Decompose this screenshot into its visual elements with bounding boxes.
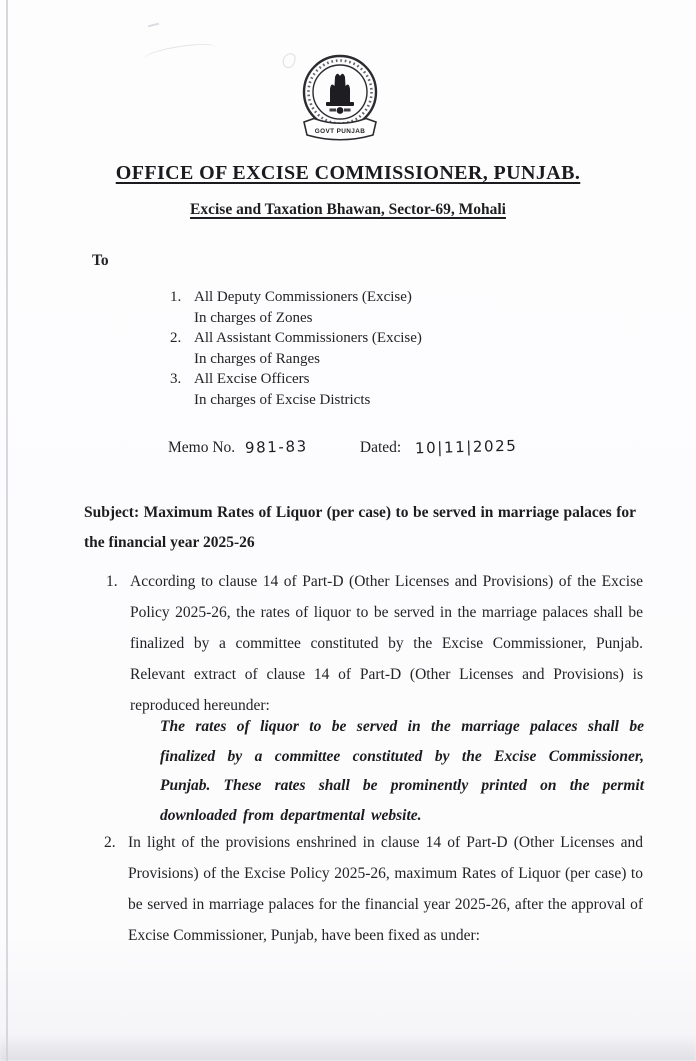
- recipient-item: [170, 369, 422, 410]
- recipient-number: 3.: [170, 371, 182, 387]
- policy-extract-quote: The rates of liquor to be served in the marriage palaces shall be finalized by a committee constituted by the Excise Commissioner, Punjab. These rates shall be prominently printed on the permit downloaded from departmental website.: [160, 718, 644, 824]
- memo-date-handwritten: 10|11|2025: [415, 436, 518, 458]
- scan-artifact-scratch: [142, 40, 217, 66]
- paragraph-number: 2.: [104, 834, 116, 851]
- scan-artifact-dash: [148, 23, 159, 28]
- ashoka-lions-icon: [326, 74, 354, 114]
- emblem-banner-text: GOVT PUNJAB: [314, 128, 366, 135]
- recipient-item: [170, 287, 422, 328]
- memo-reference-row: [168, 438, 518, 457]
- scan-edge-line: [6, 0, 8, 1061]
- paragraph-2: [104, 827, 643, 951]
- recipient-line: In charges of Zones: [194, 309, 313, 326]
- recipient-number: 2.: [170, 330, 182, 346]
- scan-shadow: [0, 1035, 696, 1061]
- memo-number-label: Memo No.: [168, 439, 236, 456]
- recipient-line: In charges of Ranges: [194, 350, 320, 367]
- recipient-number: 1.: [170, 289, 182, 305]
- memo-number-handwritten: 981-83: [244, 437, 309, 457]
- paragraph-number: 1.: [106, 573, 118, 590]
- recipient-line: All Deputy Commissioners (Excise): [194, 289, 412, 305]
- paragraph-text: According to clause 14 of Part-D (Other Licenses and Provisions) of the Excise Policy 2025-26, the rates of liquor to be served in the marriage palaces shall be finalized by a committee constituted by the Excise Commissioner, Punjab. Relevant extract of clause 14 of Part-D (Other Licenses and Provisions) is reproduced hereunder:: [130, 573, 643, 714]
- recipient-list: [170, 287, 422, 410]
- subject-line: Subject: Maximum Rates of Liquor (per case) to be served in marriage palaces for the financial year 2025-26: [84, 504, 636, 551]
- recipient-line: All Excise Officers: [194, 371, 310, 387]
- recipient-line: All Assistant Commissioners (Excise): [194, 330, 422, 346]
- punjab-govt-emblem-icon: [290, 52, 390, 150]
- dated-label: Dated:: [359, 439, 402, 456]
- paragraph-1: [106, 566, 643, 721]
- paragraph-text: In light of the provisions enshrined in clause 14 of Part-D (Other Licenses and Provisions) of the Excise Policy 2025-26, maximum Rates of Liquor (per case) to be served in marriage palaces for the financial year 2025-26, after the approval of Excise Commissioner, Punjab, have been fixed as under:: [128, 834, 643, 944]
- recipient-item: [170, 328, 422, 369]
- office-address-subtitle: Excise and Taxation Bhawan, Sector-69, Mohali: [190, 201, 506, 218]
- page-title: OFFICE OF EXCISE COMMISSIONER, PUNJAB.: [115, 162, 581, 184]
- recipient-line: In charges of Excise Districts: [194, 391, 371, 408]
- to-label: To: [92, 252, 109, 269]
